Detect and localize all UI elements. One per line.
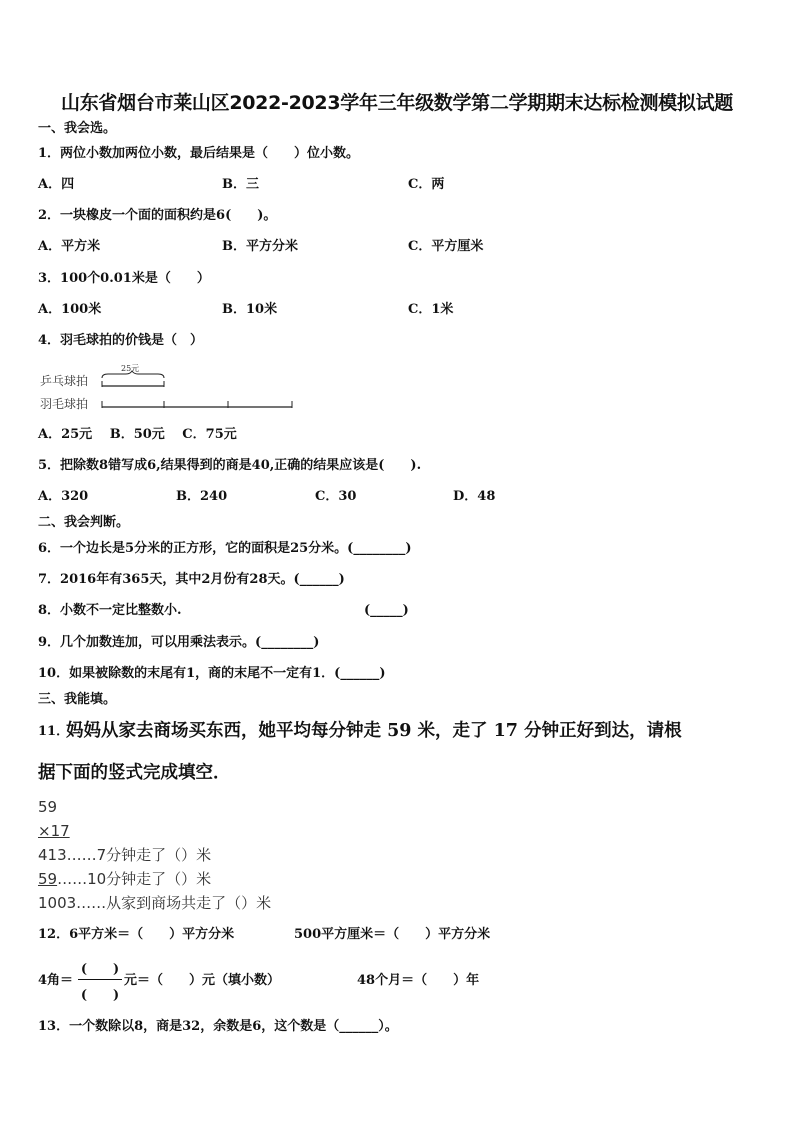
q5-option-c[interactable]: C．30 (315, 489, 357, 504)
q5-stem: 5．把除数8错写成6,结果得到的商是40,正确的结果应该是( ). (38, 458, 422, 473)
q11-line2: 据下面的竖式完成填空． (38, 763, 231, 783)
q1-option-a[interactable]: A．四 (38, 177, 75, 192)
section-heading-3: 三、我能填。 (38, 692, 117, 707)
q1-stem: 1．两位小数加两位小数，最后结果是（ ）位小数。 (38, 146, 360, 161)
q4-price-label: 25元 (121, 364, 140, 373)
q12-part3-left: 4角＝ (38, 973, 74, 988)
q11-calc-row4-text: ……10分钟走了（）米 (57, 870, 212, 888)
q1-option-b[interactable]: B．三 (222, 177, 259, 192)
q10: 10．如果被除数的末尾有1，商的末尾不一定有1．(______) (38, 666, 386, 681)
q2-stem: 2．一块橡皮一个面的面积约是6( )。 (38, 208, 277, 223)
q8-answer-blank[interactable]: (_____) (364, 603, 409, 618)
q11-line1: 妈妈从家去商场买东西，她平均每分钟走 59 米，走了 17 分钟正好到达，请根 (66, 721, 682, 741)
q2-option-c[interactable]: C．平方厘米 (408, 239, 484, 254)
q12-part3-right: 元＝（ ）元（填小数） (124, 973, 281, 988)
section-heading-2: 二、我会判断。 (38, 515, 130, 530)
q4-stem: 4．羽毛球拍的价钱是（ ） (38, 333, 204, 348)
section-heading-1: 一、我会选。 (38, 121, 117, 136)
q3-stem: 3．100个0.01米是（ ） (38, 271, 210, 286)
q12-fraction-denominator[interactable]: ( ) (80, 988, 120, 1003)
q2-option-a[interactable]: A．平方米 (38, 239, 101, 254)
q4-segment-diagram (98, 370, 298, 414)
q12-part1: 12．6平方米＝（ ）平方分米 (38, 927, 235, 942)
q5-option-d[interactable]: D．48 (453, 489, 496, 504)
q3-option-a[interactable]: A．100米 (38, 302, 102, 317)
q4-brace (102, 371, 164, 378)
q11-calc-row4 (38, 870, 211, 888)
q7: 7．2016年有365天，其中2月份有28天。(______) (38, 572, 345, 587)
q11-number: 11． (38, 724, 70, 739)
q5-option-b[interactable]: B．240 (176, 489, 228, 504)
q5-option-a[interactable]: A．320 (38, 489, 89, 504)
q11-calc-row1: 59 (38, 798, 58, 816)
q9: 9．几个加数连加，可以用乘法表示。(________) (38, 635, 320, 650)
q4-row2-label: 羽毛球拍 (40, 397, 89, 411)
q1-option-c[interactable]: C．两 (408, 177, 445, 192)
q3-option-c[interactable]: C．1米 (408, 302, 454, 317)
q6: 6．一个边长是5分米的正方形，它的面积是25分米。(________) (38, 541, 412, 556)
q12-fraction-bar (78, 979, 122, 980)
q12-part4: 48个月＝（ ）年 (357, 973, 480, 988)
q13: 13．一个数除以8，商是32，余数是6，这个数是（______）。 (38, 1019, 398, 1034)
q11-calc-row3: 413……7分钟走了（）米 (38, 846, 212, 864)
q2-option-b[interactable]: B．平方分米 (222, 239, 298, 254)
q8-text: 8．小数不一定比整数小. (38, 603, 182, 618)
page-title: 山东省烟台市莱山区2022-2023学年三年级数学第二学期期末达标检测模拟试题 (61, 92, 733, 114)
q11-calc-row4-number: 59 (38, 870, 58, 888)
q4-row1-label: 乒乓球拍 (40, 374, 89, 388)
q4-options[interactable]: A．25元 B．50元 C．75元 (38, 427, 237, 442)
q12-part2: 500平方厘米＝（ ）平方分米 (294, 927, 491, 942)
q11-calc-row2: ×17 (38, 822, 70, 840)
q3-option-b[interactable]: B．10米 (222, 302, 278, 317)
q11-calc-row5: 1003……从家到商场共走了（）米 (38, 894, 272, 912)
q12-fraction-numerator[interactable]: ( ) (80, 962, 120, 977)
